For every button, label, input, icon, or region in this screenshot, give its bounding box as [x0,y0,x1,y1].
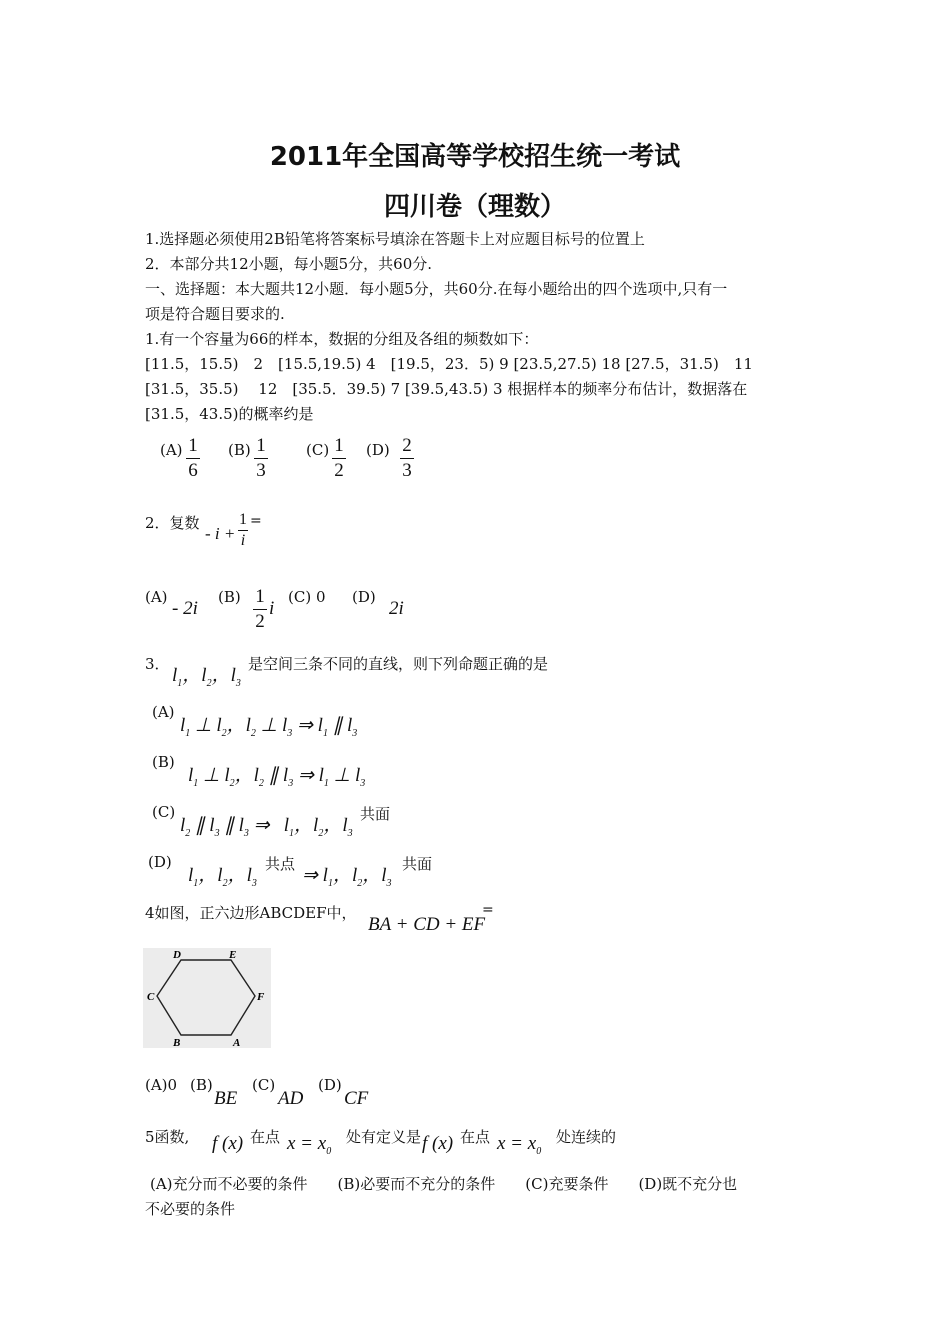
q1-option-a-num: 1 [188,435,198,456]
q2-option-d-value: 2i [389,598,404,619]
q1-option-c-fraction [332,435,346,482]
vertex-a: A [233,1037,241,1048]
exam-subtitle: 四川卷（理数） [383,192,566,222]
q2-expr-equals: = [250,513,262,529]
q3-option-b-expr: $l_1$ ⊥ $l_2$，$l_2$ ∥ $l_3$ ⇒ $l_1$ ⊥ $l_3$ [188,765,366,789]
intro-line-2: 2．本部分共12小题，每小题5分，共60分. [145,255,433,273]
q2-stem: 2．复数 [145,514,200,532]
q3-option-c-label: (C) [152,803,176,821]
q2-option-b-label: (B) [218,588,241,606]
q3-option-a-expr: $l_1$ ⊥ $l_2$，$l_2$ ⊥ $l_3$ ⇒ $l_1$ ∥ $l_3$ [180,715,358,739]
q1-data-line-3: [31.5，43.5)的概率约是 [145,405,314,423]
vertex-d: D [173,949,181,961]
q2-option-c: (C) 0 [288,588,326,606]
q3-option-d-lines: $l_1$，$l_2$，$l_3$ [188,865,257,889]
q5-x-eq-2-text: x = x [497,1133,537,1154]
q1-option-c-den: 2 [334,460,344,481]
q5-x-eq-2 [497,1133,541,1157]
q1-option-d-label: (D) [366,441,390,459]
q1-option-b-label: (B) [228,441,251,459]
q2-option-b-fraction [253,586,267,633]
q5-continuous: 处连续的 [556,1128,617,1146]
q2-option-b-num: 1 [255,586,265,607]
q3-option-c-expr: $l_2$ ∥ $l_3$ ∥ $l_3$ ⇒ $l_1$，$l_2$，$l_3$ [180,815,353,839]
q5-x-eq-2-sub: 0 [536,1145,542,1157]
q5-x-eq-1 [287,1133,331,1157]
q4-option-c-value: AD [278,1088,304,1109]
q3-option-b-label: (B) [152,753,175,771]
q2-expr-num: 1 [239,511,247,528]
q5-x-eq-1-sub: 0 [326,1145,332,1157]
q1-option-b-fraction [254,435,268,482]
q5-at-point-1: 在点 [250,1128,281,1146]
intro-line-3: 一、选择题：本大题共12小题．每小题5分，共60分.在每小题给出的四个选项中,只有一 [145,280,728,298]
vertex-c: C [147,991,155,1003]
q3-option-a-label: (A) [152,703,175,721]
q2-expr-den: i [240,532,246,549]
q3-option-c-coplanar: 共面 [360,805,391,823]
q2-option-a-value: - 2i [172,598,198,619]
hexagon-figure [143,948,271,1048]
q1-option-c-label: (C) [306,441,330,459]
q5-stem: 5函数, [145,1128,190,1146]
hexagon-svg [143,948,271,1048]
q4-vector-expr: BA + CD + EF [368,914,486,935]
q5-defined: 处有定义是 [346,1128,422,1146]
q1-option-a-fraction [186,435,200,482]
q1-data-line-2: [31.5，35.5) 12 [35.5．39.5) 7 [39.5,43.5) 3 根据样本的频率分布估计，数据落在 [145,380,748,398]
q4-option-b-label: (B) [190,1076,213,1094]
q1-option-a-label: (A) [160,441,183,459]
q1-data-line-1: [11.5，15.5) 2 [15.5,19.5) 4 [19.5，23．5) 9 [23.5,27.5) 18 [27.5，31.5) 11 [145,355,753,373]
q1-option-d-fraction [400,435,414,482]
q5-fx-2: f (x) [422,1133,454,1154]
vertex-f: F [257,991,265,1003]
q3-option-d-coplanar: 共面 [402,855,433,873]
q4-stem: 4如图，正六边形ABCDEF中， [145,904,357,922]
vertex-e: E [229,949,237,961]
q1-option-c-num: 1 [334,435,344,456]
q1-option-d-num: 2 [402,435,412,456]
q3-lines: $l_1$，$l_2$，$l_3$ [172,665,241,689]
q4-option-d-value: CF [344,1088,369,1109]
q2-option-a-label: (A) [145,588,168,606]
q1-option-b-num: 1 [256,435,266,456]
q4-option-a: (A)0 [145,1076,178,1094]
q3-stem: 是空间三条不同的直线，则下列命题正确的是 [248,655,549,673]
vertex-b: B [173,1037,181,1048]
exam-title: 2011年全国高等学校招生统一考试 [269,142,681,172]
q4-equals: = [482,902,494,918]
q4-option-b-value: BE [214,1088,238,1109]
q3-option-d-implies: ⇒ $l_1$，$l_2$，$l_3$ [302,865,392,889]
q2-expr-prefix: - i + [205,524,236,543]
q5-options: (A)充分而不必要的条件 (B)必要而不充分的条件 (C)充要条件 (D)既不充分也 [150,1175,738,1193]
q5-x-eq-1-text: x = x [287,1133,327,1154]
q5-at-point-2: 在点 [460,1128,491,1146]
q2-option-d-label: (D) [352,588,376,606]
q5-fx-1: f (x) [212,1133,244,1154]
q1-option-a-den: 6 [188,460,198,481]
intro-line-4: 项是符合题目要求的. [145,305,285,323]
intro-line-1: 1.选择题必须使用2B铅笔将答案标号填涂在答题卡上对应题目标号的位置上 [145,230,645,248]
q2-expr-fraction [238,511,248,550]
q5-options-cont: 不必要的条件 [145,1200,236,1218]
q2-option-b-tail: i [269,598,275,619]
q1-stem: 1.有一个容量为66的样本，数据的分组及各组的频数如下： [145,330,539,348]
q1-option-d-den: 3 [402,460,412,481]
q3-option-d-concurrent: 共点 [265,855,296,873]
hexagon-shape [157,960,255,1035]
q4-option-c-label: (C) [252,1076,276,1094]
q3-option-d-label: (D) [148,853,172,871]
q3-number: 3． [145,655,170,673]
q4-option-d-label: (D) [318,1076,342,1094]
q1-option-b-den: 3 [256,460,266,481]
q2-option-b-den: 2 [255,611,265,632]
